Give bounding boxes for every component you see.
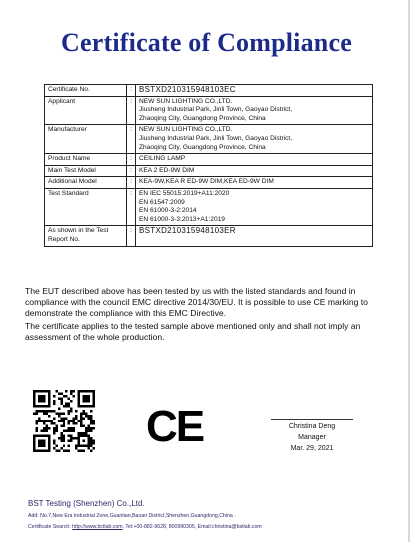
field-value-line: KEA-9W,KEA R ED-9W DIM,KEA ED-9W DIM [139, 178, 274, 186]
field-value-line: Jiusheng Industrial Park, Jinli Town, Gaoyao District, [139, 134, 293, 142]
field-label: Product Name [45, 154, 127, 166]
field-value-line: BSTXD210315948103EC [139, 85, 236, 94]
search-prefix: Certificate Search: [28, 524, 71, 530]
field-separator: : [127, 125, 136, 154]
table-row [45, 177, 373, 189]
field-label: Manufacturer [45, 125, 127, 154]
field-value [136, 177, 373, 189]
field-value [136, 96, 373, 125]
field-value-line: NEW SUN LIGHTING CO.,LTD. [139, 97, 233, 105]
field-value-line: NEW SUN LIGHTING CO.,LTD. [139, 126, 233, 134]
field-label: Main Test Model [45, 165, 127, 177]
field-value-line: BSTXD210315948103ER [139, 226, 236, 236]
table-row [45, 165, 373, 177]
field-label: As shown in the Test Report No. [45, 226, 127, 246]
table-row [45, 154, 373, 166]
table-row [45, 96, 373, 125]
table-row [45, 226, 373, 246]
compliance-statement: The EUT described above has been tested by us with the listed standards and found in compliance with the council EMC directive 2014/30/EU. It is possible to use CE marking to demonstrate the compliance with this EMC Directive. [25, 286, 368, 318]
website-link[interactable]: http://www.bctlab.com [72, 524, 123, 530]
field-label: Additional Model [45, 177, 127, 189]
field-value-line: KEA 2 ED-9W DIM [139, 166, 195, 174]
field-value-line: EN 61000-3-3:2013+A1:2019 [139, 215, 225, 223]
page-edge [408, 0, 410, 542]
field-value [136, 165, 373, 177]
field-value-line: EN IEC 55015:2019+A11:2020 [139, 189, 230, 197]
table-row [45, 188, 373, 225]
field-separator: : [127, 188, 136, 225]
ce-mark: CE [146, 402, 204, 451]
field-value-line: EN 61547:2009 [139, 198, 185, 206]
field-value-line: EN 61000-3-2:2014 [139, 207, 197, 215]
field-value-line: Zhaoqing City, Guangdong Province, China [139, 114, 266, 122]
scope-statement: The certificate applies to the tested sample above mentioned only and shall not imply an assessment of the whole production. [25, 321, 361, 342]
signatory-title: Manager [298, 434, 326, 441]
page-title: Certificate of Compliance [61, 28, 352, 57]
issuer-address: Add: No.7,New Era Industrial Zone,Guantian,Baoan District,Shenzhen,Guangdong,China . [28, 513, 236, 519]
field-separator: : [127, 226, 136, 246]
field-value [136, 125, 373, 154]
signature-date: Mar. 29, 2021 [290, 445, 334, 452]
signature-line [271, 419, 353, 420]
certificate-search-line [28, 524, 262, 530]
field-separator: : [127, 177, 136, 189]
certificate-details-table [44, 84, 373, 247]
field-value [136, 188, 373, 225]
contact-details: , Tel:+00-882-9628, 800990305, Email:christina@bstlab.com [122, 524, 262, 530]
qr-code-icon [33, 390, 95, 452]
field-separator: : [127, 96, 136, 125]
field-label: Certificate No. [45, 85, 127, 97]
field-value [136, 85, 373, 97]
field-value-line: Jiusheng Industrial Park, Jinli Town, Gaoyao District, [139, 106, 293, 114]
field-label: Test Standard [45, 188, 127, 225]
field-value [136, 154, 373, 166]
field-separator: : [127, 154, 136, 166]
table-row [45, 125, 373, 154]
issuer-company: BST Testing (Shenzhen) Co.,Ltd. [28, 499, 145, 508]
field-value-line: CEILING LAMP [139, 155, 186, 163]
field-separator: : [127, 165, 136, 177]
signatory-name: Christina Deng [288, 423, 336, 430]
field-value [136, 226, 373, 246]
field-value-line: Zhaoqing City, Guangdong Province, China [139, 143, 266, 151]
field-separator: : [127, 85, 136, 97]
table-row [45, 85, 373, 97]
field-label: Applicant [45, 96, 127, 125]
